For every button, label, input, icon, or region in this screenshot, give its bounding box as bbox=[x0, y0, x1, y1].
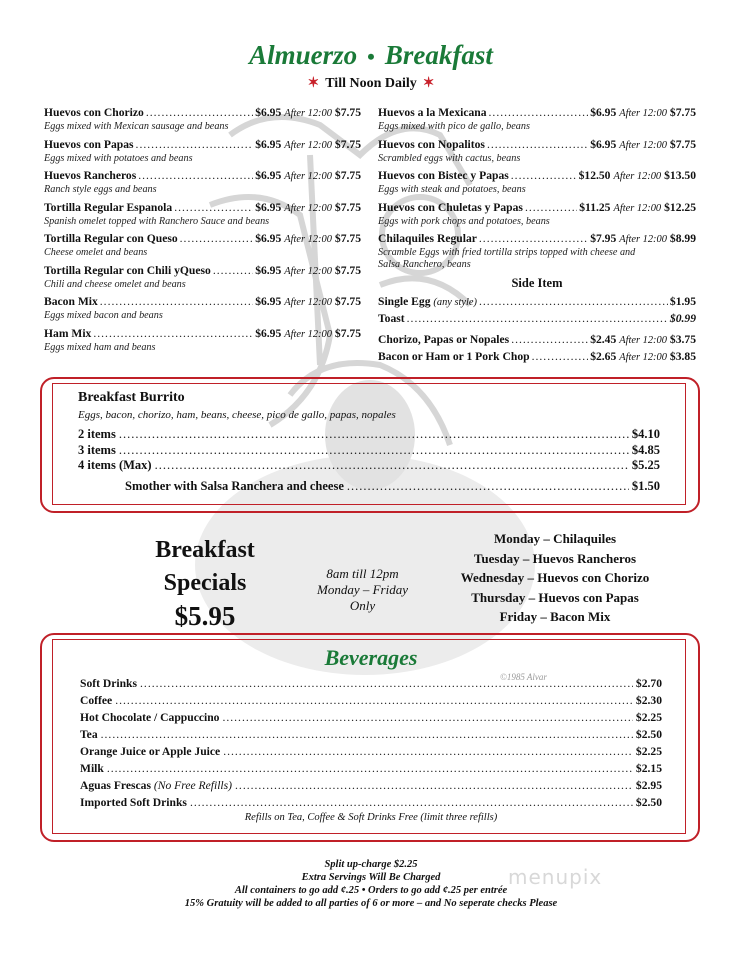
specials-title-line: Breakfast bbox=[155, 537, 255, 563]
beverage-note: (No Free Refills) bbox=[153, 779, 233, 792]
specials-hours-line: 8am till 12pm bbox=[326, 566, 399, 581]
art-signature: ©1985 Alvar bbox=[500, 672, 547, 682]
menu-item bbox=[378, 201, 696, 233]
special-day: Friday – Bacon Mix bbox=[499, 609, 611, 624]
menu-item bbox=[44, 295, 361, 327]
footer-notes bbox=[0, 858, 742, 910]
burrito-row bbox=[78, 443, 660, 458]
specials-hours-line: Only bbox=[349, 598, 376, 613]
item-price: $6.95 bbox=[255, 169, 282, 182]
after-label: After 12:00 bbox=[284, 328, 332, 340]
burrito-row-price: $4.10 bbox=[631, 427, 660, 441]
menu-item bbox=[44, 264, 361, 296]
item-desc: Eggs mixed with potatoes and beans bbox=[44, 152, 193, 164]
item-name: Bacon Mix bbox=[44, 295, 98, 308]
star-icon: ✶ bbox=[307, 76, 320, 91]
item-name: Chorizo, Papas or Nopales bbox=[378, 333, 510, 346]
burrito-desc: Eggs, bacon, chorizo, ham, beans, cheese, pico de gallo, papas, nopales bbox=[78, 409, 396, 421]
footer-line: Split up-charge $2.25 bbox=[324, 859, 418, 870]
after-label: After 12:00 bbox=[619, 108, 667, 119]
after-label: After 12:00 bbox=[619, 352, 667, 363]
burrito-row bbox=[78, 427, 660, 442]
item-name: Tortilla Regular con Chili yQueso bbox=[44, 263, 211, 277]
side-item-single-egg bbox=[378, 295, 696, 312]
burrito-row-label: 4 items (Max) bbox=[78, 458, 152, 472]
item-price: $12.50 bbox=[578, 169, 611, 182]
beverage-row bbox=[80, 796, 662, 809]
beverage-name: Imported Soft Drinks bbox=[80, 796, 187, 809]
beverage-row bbox=[80, 677, 662, 690]
item-desc: Eggs mixed with pico de gallo, beans bbox=[378, 121, 530, 132]
specials-hours bbox=[300, 566, 425, 614]
specials-title-line: Specials bbox=[163, 570, 247, 596]
item-name: Tortilla Regular con Queso bbox=[44, 232, 178, 245]
side-item-chorizo bbox=[378, 333, 696, 350]
special-day: Monday – Chilaquiles bbox=[493, 531, 617, 546]
item-after-price: $7.75 bbox=[334, 169, 361, 182]
item-after-price: $7.75 bbox=[334, 200, 361, 214]
left-menu-column bbox=[44, 106, 361, 358]
item-after-price: $7.75 bbox=[334, 263, 361, 277]
item-price: $6.95 bbox=[590, 106, 617, 119]
item-price: $0.99 bbox=[669, 312, 696, 325]
item-price: $6.95 bbox=[255, 200, 282, 214]
menu-item bbox=[44, 106, 361, 138]
beverage-row bbox=[80, 728, 662, 741]
after-label: After 12:00 bbox=[284, 171, 332, 182]
item-after-price: $7.75 bbox=[334, 232, 361, 245]
item-desc: Eggs with steak and potatoes, beans bbox=[378, 184, 526, 195]
item-after-price: $7.75 bbox=[334, 137, 361, 151]
after-label: After 12:00 bbox=[613, 202, 662, 214]
beverage-name: Milk bbox=[80, 762, 104, 775]
item-name: Toast bbox=[378, 312, 405, 325]
item-name: Huevos Rancheros bbox=[44, 169, 137, 182]
item-desc: Eggs mixed with Mexican sausage and beans bbox=[44, 121, 229, 132]
special-day: Tuesday – Huevos Rancheros bbox=[473, 550, 637, 566]
after-label: After 12:00 bbox=[284, 108, 332, 119]
item-after-price: $13.50 bbox=[664, 169, 696, 182]
item-desc: Scrambled eggs with cactus, beans bbox=[378, 152, 521, 164]
item-price: $6.95 bbox=[255, 137, 282, 151]
item-price: $6.95 bbox=[255, 232, 282, 245]
footer-line: 15% Gratuity will be added to all parties of 6 or more – and No seperate checks Please bbox=[184, 898, 558, 909]
item-price: $6.95 bbox=[255, 295, 282, 308]
item-after-price: $7.75 bbox=[334, 106, 361, 119]
beverage-name: Hot Chocolate / Cappuccino bbox=[80, 711, 220, 724]
burrito-row-price: $5.25 bbox=[631, 458, 660, 472]
item-after-price: $8.99 bbox=[669, 232, 696, 245]
beverage-name: Orange Juice or Apple Juice bbox=[80, 745, 221, 758]
item-price: $6.95 bbox=[255, 263, 282, 277]
side-item-toast bbox=[378, 312, 696, 329]
side-item-bacon bbox=[378, 350, 696, 367]
menu-item bbox=[44, 232, 361, 264]
item-name: Tortilla Regular Espanola bbox=[44, 200, 173, 214]
beverage-row bbox=[80, 779, 662, 792]
specials-hours-line: Monday – Friday bbox=[317, 582, 408, 597]
after-label: After 12:00 bbox=[619, 335, 667, 346]
beverage-price: $2.95 bbox=[635, 779, 662, 792]
right-menu-column bbox=[378, 106, 696, 367]
footer-line: All containers to go add ¢.25 • Orders to go add ¢.25 per entrée bbox=[234, 885, 508, 896]
item-price: $2.65 bbox=[590, 350, 617, 363]
beverage-price: $2.15 bbox=[635, 762, 662, 775]
after-label: After 12:00 bbox=[619, 234, 667, 245]
item-desc: Salsa Ranchero, beans bbox=[378, 259, 471, 270]
item-price: $6.95 bbox=[255, 106, 282, 119]
menu-item bbox=[378, 232, 696, 274]
item-note: (any style) bbox=[433, 297, 477, 308]
beverage-row bbox=[80, 745, 662, 758]
item-after-price: $7.75 bbox=[669, 137, 696, 151]
star-icon: ✶ bbox=[422, 76, 435, 91]
beverage-price: $2.25 bbox=[635, 745, 662, 758]
burrito-row-label: 2 items bbox=[78, 427, 116, 441]
menu-item bbox=[44, 169, 361, 201]
burrito-row-label: 3 items bbox=[78, 443, 116, 457]
after-label: After 12:00 bbox=[284, 139, 332, 151]
title-breakfast: Breakfast bbox=[384, 40, 493, 70]
title-almuerzo: Almuerzo bbox=[249, 40, 358, 70]
item-desc: Scramble Eggs with fried tortilla strips topped with cheese and bbox=[378, 247, 636, 258]
item-desc: Cheese omelet and beans bbox=[44, 247, 148, 258]
menu-item bbox=[44, 327, 361, 359]
beverage-price: $2.50 bbox=[635, 796, 662, 809]
item-price: $6.95 bbox=[255, 326, 282, 340]
special-day: Thursday – Huevos con Papas bbox=[471, 589, 639, 605]
menu-title bbox=[0, 40, 742, 71]
item-desc: Chili and cheese omelet and beans bbox=[44, 278, 186, 290]
menu-item bbox=[378, 138, 696, 170]
beverage-row bbox=[80, 762, 662, 775]
title-separator: • bbox=[367, 44, 375, 69]
burrito-title: Breakfast Burrito bbox=[78, 390, 185, 405]
beverage-name: Coffee bbox=[80, 694, 113, 707]
item-price: $7.95 bbox=[590, 232, 617, 245]
beverage-row bbox=[80, 694, 662, 707]
item-after-price: $12.25 bbox=[664, 200, 696, 214]
specials-price: $5.95 bbox=[174, 601, 236, 631]
beverage-price: $2.25 bbox=[635, 711, 662, 724]
item-price: $6.95 bbox=[590, 137, 617, 151]
burrito-row-price: $1.50 bbox=[631, 479, 660, 493]
after-label: After 12:00 bbox=[613, 171, 662, 182]
beverage-price: $2.70 bbox=[635, 677, 662, 690]
refill-note: Refills on Tea, Coffee & Soft Drinks Free (limit three refills) bbox=[244, 812, 498, 823]
after-label: After 12:00 bbox=[284, 234, 332, 245]
specials-days bbox=[440, 529, 670, 627]
footer-line: Extra Servings Will Be Charged bbox=[301, 872, 441, 883]
after-label: After 12:00 bbox=[284, 297, 332, 308]
after-label: After 12:00 bbox=[619, 139, 667, 151]
item-desc: Eggs mixed ham and beans bbox=[44, 341, 156, 353]
specials-title bbox=[120, 534, 290, 633]
item-after-price: $3.85 bbox=[669, 350, 696, 363]
item-price: $11.25 bbox=[579, 200, 611, 214]
beverage-price: $2.50 bbox=[635, 728, 662, 741]
item-price: $1.95 bbox=[669, 295, 696, 308]
item-name: Bacon or Ham or 1 Pork Chop bbox=[378, 350, 530, 363]
item-name: Huevos con Chorizo bbox=[44, 106, 144, 119]
beverages-title: Beverages bbox=[324, 645, 418, 670]
menu-item bbox=[378, 169, 696, 201]
item-name: Single Egg bbox=[378, 295, 431, 308]
side-item-title: Side Item bbox=[511, 276, 563, 290]
burrito-row-label: Smother with Salsa Ranchera and cheese bbox=[125, 479, 344, 493]
beverage-name: Tea bbox=[80, 728, 98, 741]
menu-item bbox=[44, 138, 361, 170]
burrito-row bbox=[78, 458, 660, 473]
item-name: Ham Mix bbox=[44, 326, 92, 340]
item-name: Chilaquiles Regular bbox=[378, 232, 477, 245]
item-name: Huevos con Chuletas y Papas bbox=[378, 200, 523, 214]
item-after-price: $7.75 bbox=[669, 106, 696, 119]
item-desc: Spanish omelet topped with Ranchero Sauce and beans bbox=[44, 215, 270, 227]
item-name: Huevos con Nopalitos bbox=[378, 137, 485, 151]
burrito-row-price: $4.85 bbox=[631, 443, 660, 457]
after-label: After 12:00 bbox=[284, 265, 332, 277]
item-after-price: $3.75 bbox=[669, 333, 696, 346]
subtitle-text: Till Noon Daily bbox=[325, 76, 417, 91]
item-name: Huevos con Papas bbox=[44, 137, 134, 151]
beverage-row bbox=[80, 711, 662, 724]
item-name: Huevos con Bistec y Papas bbox=[378, 169, 509, 182]
item-desc: Ranch style eggs and beans bbox=[44, 184, 157, 195]
after-label: After 12:00 bbox=[284, 202, 332, 214]
beverage-name: Aguas Frescas bbox=[80, 779, 151, 792]
item-desc: Eggs mixed bacon and beans bbox=[44, 310, 163, 321]
subtitle bbox=[0, 75, 742, 92]
menu-item bbox=[44, 201, 361, 233]
item-desc: Eggs with pork chops and potatoes, beans bbox=[378, 215, 550, 227]
item-after-price: $7.75 bbox=[334, 326, 361, 340]
watermark: menupix bbox=[508, 865, 603, 889]
beverage-price: $2.30 bbox=[635, 694, 662, 707]
beverage-name: Soft Drinks bbox=[80, 677, 138, 690]
item-price: $2.45 bbox=[590, 333, 617, 346]
burrito-smother-row bbox=[125, 479, 660, 494]
menu-item bbox=[378, 106, 696, 138]
item-after-price: $7.75 bbox=[334, 295, 361, 308]
item-name: Huevos a la Mexicana bbox=[378, 106, 487, 119]
special-day: Wednesday – Huevos con Chorizo bbox=[460, 570, 650, 585]
